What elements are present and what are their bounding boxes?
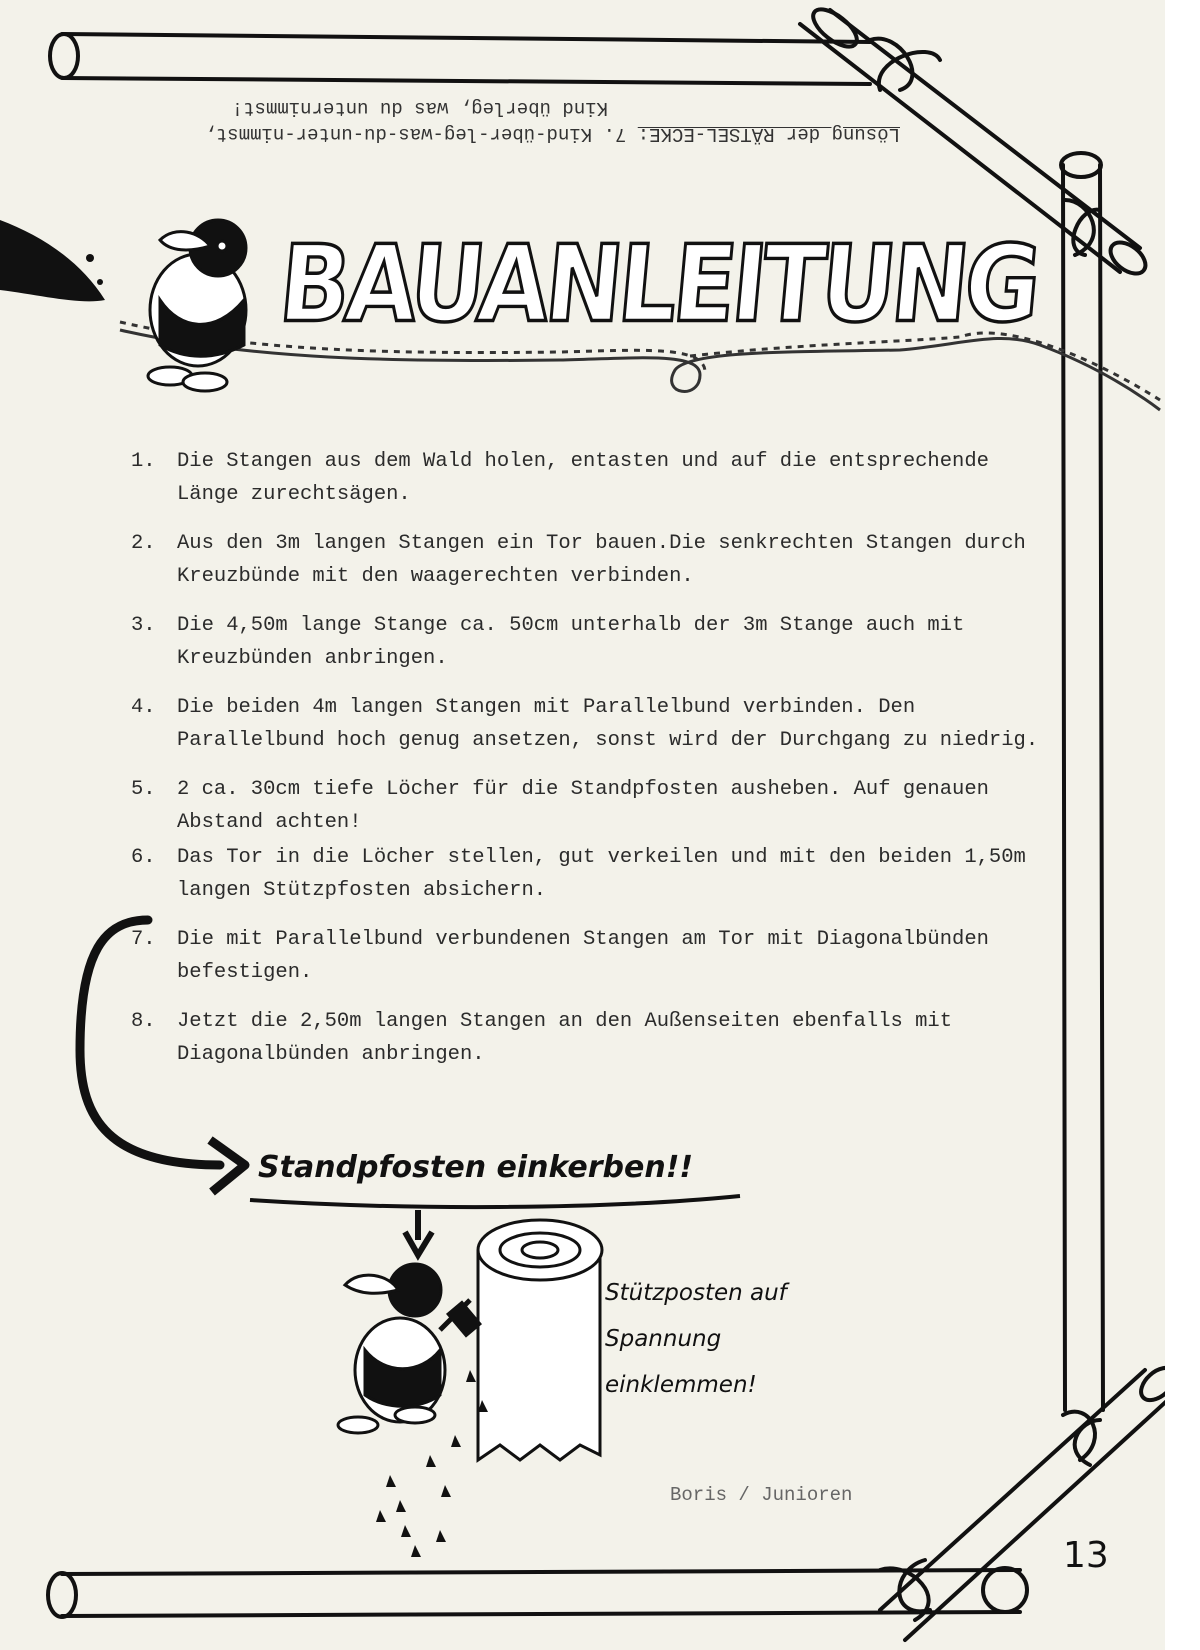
step-text: Die beiden 4m langen Stangen mit Parallelbund verbinden. Den Parallelbund hoch genug ansetzen, sonst wird der Durchgang zu niedrig. (177, 696, 1039, 752)
author-signature: Boris / Junioren (670, 1484, 853, 1506)
step-text: 2 ca. 30cm tiefe Löcher für die Standpfosten ausheben. Auf genauen Abstand achten! (177, 778, 989, 834)
riddle-line-2: Kind überleg, was du unternimmst! (231, 97, 608, 119)
step-text: Die 4,50m lange Stange ca. 50cm unterhalb der 3m Stange auch mit Kreuzbünden anbringen. (177, 614, 965, 670)
step-number: 1. (131, 450, 156, 473)
list-item (125, 527, 1060, 593)
step-number: 7. (131, 928, 156, 951)
riddle-answer-1: 7. Kind-über-leg-was-du-unter-nimmst, (204, 123, 638, 145)
list-item (125, 691, 1060, 757)
riddle-line-1 (30, 121, 900, 147)
riddle-solution-upside-down (30, 95, 900, 147)
step-text: Jetzt die 2,50m langen Stangen an den Außenseiten ebenfalls mit Diagonalbünden anbringen. (177, 1010, 953, 1066)
note-support-posts: Stützposten auf Spannung einklemmen! (605, 1280, 787, 1398)
list-item (125, 609, 1060, 675)
step-number: 5. (131, 778, 156, 801)
step-text: Das Tor in die Löcher stellen, gut verkeilen und mit den beiden 1,50m langen Stützpfosten absichern. (177, 846, 1026, 902)
step-number: 2. (131, 532, 156, 555)
page-title: BAUANLEITUNG (274, 222, 1043, 346)
list-item (125, 841, 1060, 907)
step-number: 4. (131, 696, 156, 719)
list-item (125, 1005, 1060, 1071)
page-number: 13 (1063, 1535, 1109, 1576)
step-text: Die mit Parallelbund verbundenen Stangen am Tor mit Diagonalbünden befestigen. (177, 928, 989, 984)
step-number: 3. (131, 614, 156, 637)
riddle-label: Lösung der RÄTSEL-ECKE: (637, 123, 900, 145)
list-item (125, 773, 1060, 839)
note-notch-posts: Standpfosten einkerben!! (258, 1150, 694, 1185)
instruction-list (125, 445, 1060, 1087)
step-text: Die Stangen aus dem Wald holen, entasten und auf die entsprechende Länge zurechtsägen. (177, 450, 989, 506)
step-number: 8. (131, 1010, 156, 1033)
step-number: 6. (131, 846, 156, 869)
list-item (125, 445, 1060, 511)
step-text: Aus den 3m langen Stangen ein Tor bauen.Die senkrechten Stangen durch Kreuzbünde mit den waagerechten verbinden. (177, 532, 1026, 588)
list-item (125, 923, 1060, 989)
